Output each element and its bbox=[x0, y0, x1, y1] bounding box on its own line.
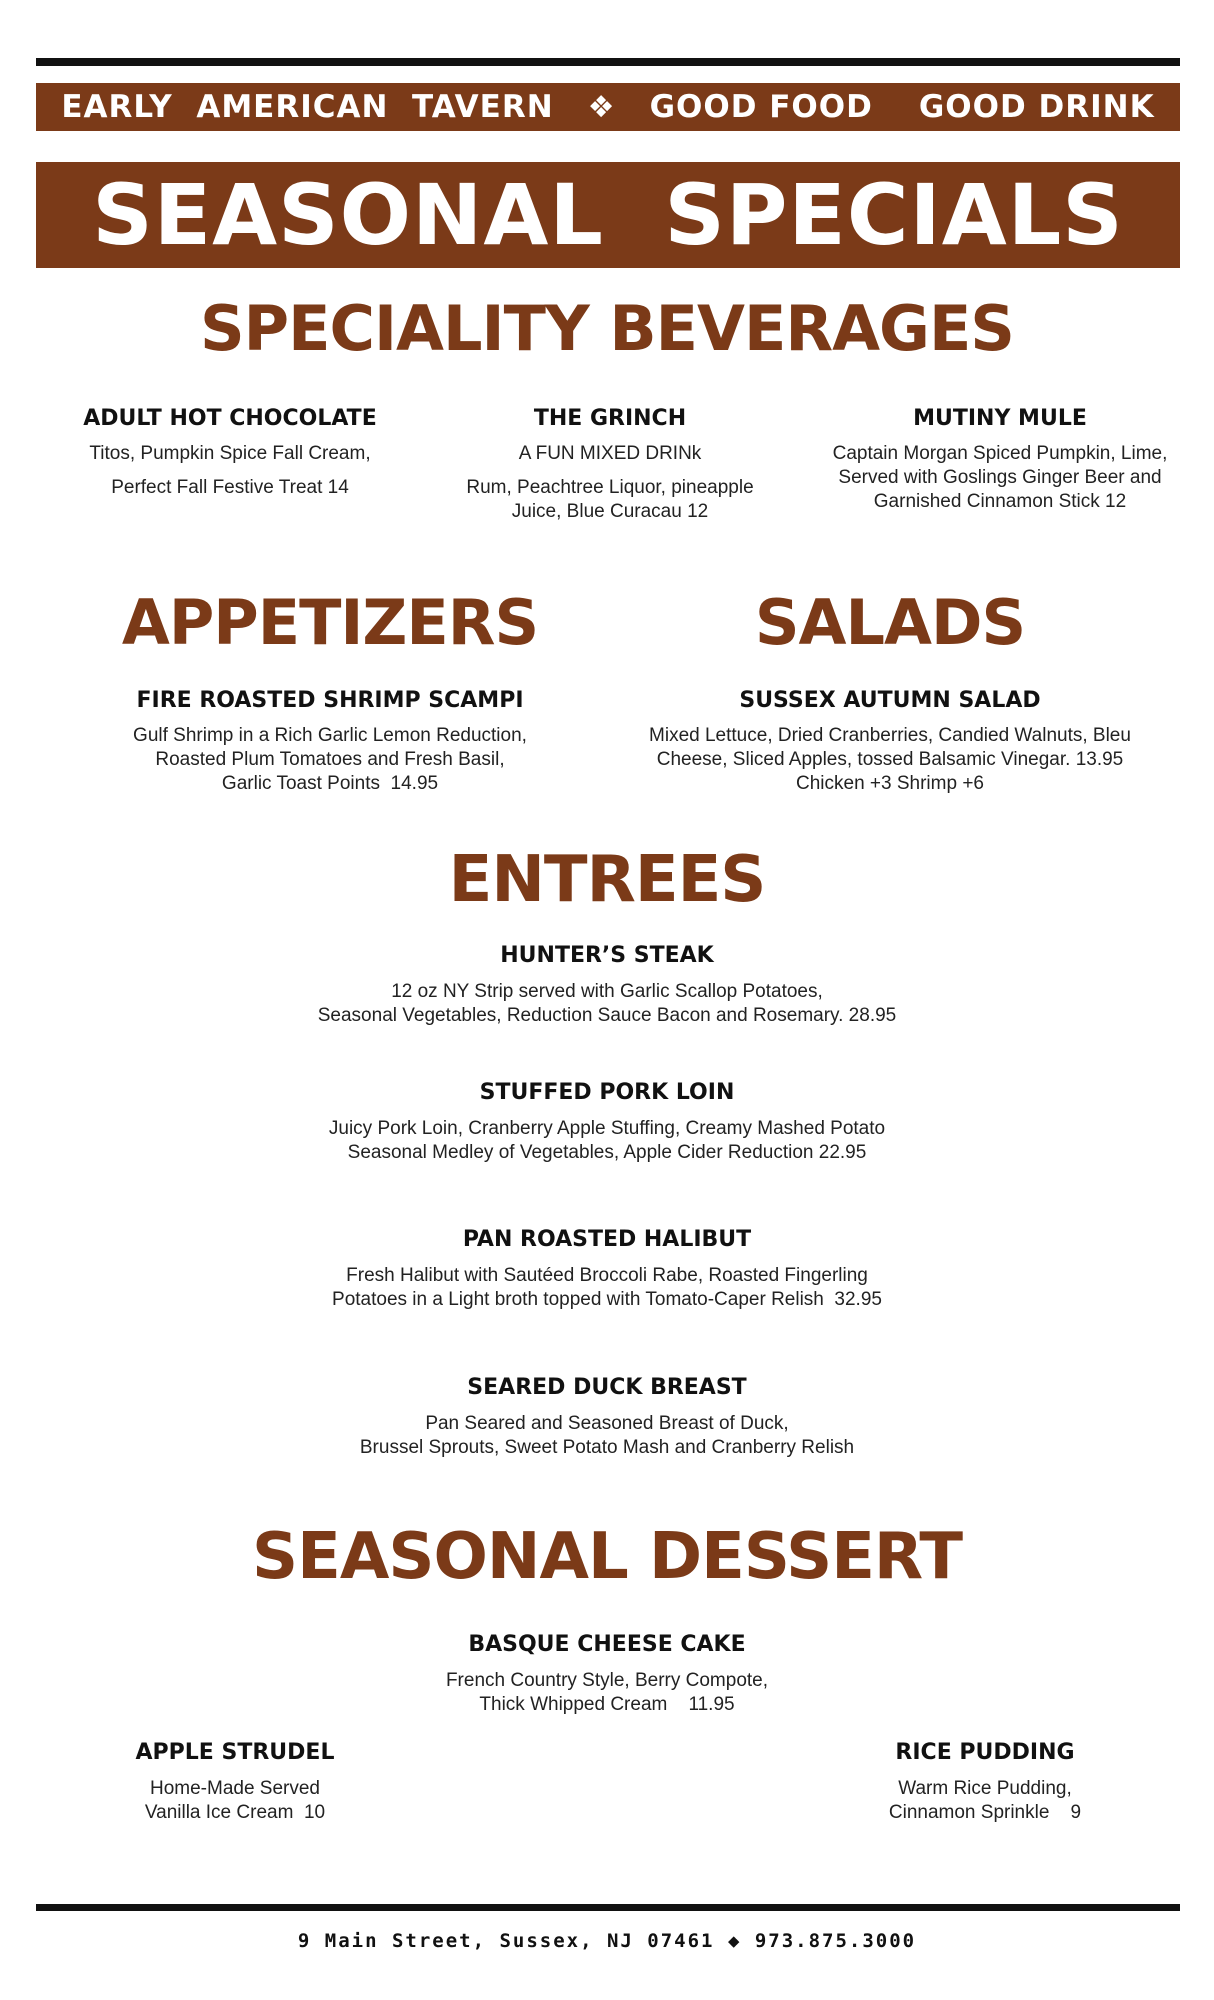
item-name: STUFFED PORK LOIN bbox=[479, 1080, 735, 1105]
item-name: APPLE STRUDEL bbox=[135, 1740, 335, 1765]
section-title-beverages: SPECIALITY BEVERAGES bbox=[200, 292, 1014, 365]
item-name: FIRE ROASTED SHRIMP SCAMPI bbox=[136, 688, 524, 713]
desc-line: 12 oz NY Strip served with Garlic Scallop Potatoes, bbox=[391, 981, 823, 1002]
menu-item-rice-pudding bbox=[840, 1738, 1130, 1825]
item-name: PAN ROASTED HALIBUT bbox=[462, 1227, 752, 1252]
item-name: BASQUE CHEESE CAKE bbox=[468, 1632, 746, 1657]
tagline-good-food: GOOD FOOD bbox=[649, 89, 873, 125]
menu-item-sussex-autumn-salad bbox=[600, 686, 1180, 796]
item-name: ADULT HOT CHOCOLATE bbox=[83, 406, 377, 431]
seasonal-specials-banner bbox=[36, 162, 1180, 268]
item-description bbox=[40, 442, 420, 500]
address-phone: 9 Main Street, Sussex, NJ 07461 ◆ 973.875.3000 bbox=[297, 1930, 917, 1952]
menu-item-basque-cheese-cake bbox=[0, 1630, 1214, 1717]
desc-line: French Country Style, Berry Compote, bbox=[445, 1670, 769, 1691]
item-name: HUNTER’S STEAK bbox=[500, 943, 714, 968]
desc-line: Vanilla Ice Cream 10 bbox=[144, 1802, 326, 1823]
menu-item-stuffed-pork-loin bbox=[0, 1078, 1214, 1165]
desc-line: Warm Rice Pudding, bbox=[898, 1778, 1072, 1799]
menu-item-fire-roasted-shrimp-scampi bbox=[40, 686, 620, 796]
desc-line: Juicy Pork Loin, Cranberry Apple Stuffing, Creamy Mashed Potato bbox=[328, 1118, 886, 1139]
desc-line: Gulf Shrimp in a Rich Garlic Lemon Reduction, bbox=[133, 725, 527, 746]
bottom-rule bbox=[36, 1904, 1180, 1911]
address-footer bbox=[0, 1930, 1214, 1952]
section-title-entrees: ENTREES bbox=[448, 843, 766, 917]
item-description bbox=[80, 1777, 390, 1825]
desc-line: Titos, Pumpkin Spice Fall Cream, bbox=[89, 443, 371, 464]
menu-item-seared-duck-breast bbox=[0, 1373, 1214, 1460]
desc-line: Seasonal Vegetables, Reduction Sauce Bacon and Rosemary. 28.95 bbox=[317, 1005, 897, 1026]
item-name: SUSSEX AUTUMN SALAD bbox=[739, 688, 1041, 713]
desc-line: Seasonal Medley of Vegetables, Apple Cider Reduction 22.95 bbox=[347, 1142, 867, 1163]
item-description bbox=[0, 980, 1214, 1028]
item-name: SEARED DUCK BREAST bbox=[467, 1375, 747, 1400]
desc-line: Chicken +3 Shrimp +6 bbox=[796, 773, 984, 794]
desc-line: Mixed Lettuce, Dried Cranberries, Candied Walnuts, Bleu bbox=[649, 725, 1131, 746]
section-title-appetizers: APPETIZERS bbox=[121, 586, 539, 659]
item-description bbox=[40, 724, 620, 796]
item-description bbox=[840, 1777, 1130, 1825]
desc-line: Cinnamon Sprinkle 9 bbox=[888, 1802, 1082, 1823]
desc-line: Garlic Toast Points 14.95 bbox=[221, 773, 439, 794]
menu-item-pan-roasted-halibut bbox=[0, 1225, 1214, 1312]
banner-title: SEASONAL SPECIALS bbox=[92, 166, 1124, 264]
desc-line: Roasted Plum Tomatoes and Fresh Basil, bbox=[155, 749, 505, 770]
desc-line: Garnished Cinnamon Stick 12 bbox=[873, 491, 1127, 512]
item-description bbox=[0, 1412, 1214, 1460]
item-name: RICE PUDDING bbox=[895, 1740, 1075, 1765]
menu-item-the-grinch bbox=[420, 404, 800, 524]
desc-line: Fresh Halibut with Sautéed Broccoli Rabe, Roasted Fingerling bbox=[346, 1265, 868, 1286]
desc-line: Thick Whipped Cream 11.95 bbox=[479, 1694, 735, 1715]
desc-line: Perfect Fall Festive Treat 14 bbox=[111, 477, 349, 498]
item-name: MUTINY MULE bbox=[913, 406, 1087, 431]
desc-line: A FUN MIXED DRINk bbox=[518, 443, 702, 464]
desc-line: Pan Seared and Seasoned Breast of Duck, bbox=[425, 1413, 789, 1434]
desc-line: Cheese, Sliced Apples, tossed Balsamic Vinegar. 13.95 bbox=[656, 749, 1124, 770]
item-description bbox=[420, 442, 800, 524]
item-description bbox=[0, 1669, 1214, 1717]
desc-line: Rum, Peachtree Liquor, pineapple bbox=[466, 477, 754, 498]
section-title-salads: SALADS bbox=[754, 586, 1026, 659]
desc-line: Potatoes in a Light broth topped with Tomato-Caper Relish 32.95 bbox=[332, 1289, 882, 1310]
diamond-icon: ❖ bbox=[587, 89, 616, 125]
top-rule bbox=[36, 58, 1180, 66]
tagline-band bbox=[36, 83, 1180, 131]
item-name: THE GRINCH bbox=[533, 406, 687, 431]
item-description bbox=[600, 724, 1180, 796]
desc-line: Served with Goslings Ginger Beer and bbox=[838, 467, 1162, 488]
desc-line: Brussel Sprouts, Sweet Potato Mash and Cranberry Relish bbox=[359, 1437, 855, 1458]
tagline-good-drink: GOOD DRINK bbox=[918, 89, 1155, 125]
item-description bbox=[800, 442, 1200, 514]
menu-item-apple-strudel bbox=[80, 1738, 390, 1825]
item-description bbox=[0, 1117, 1214, 1165]
desc-line: Home-Made Served bbox=[149, 1778, 321, 1799]
menu-item-hunters-steak bbox=[0, 941, 1214, 1028]
menu-item-adult-hot-chocolate bbox=[40, 404, 420, 500]
section-title-seasonal-dessert: SEASONAL DESSERT bbox=[252, 1520, 962, 1594]
desc-line: Juice, Blue Curacau 12 bbox=[511, 501, 709, 522]
tagline-left: EARLY AMERICAN TAVERN bbox=[61, 89, 554, 125]
desc-line: Captain Morgan Spiced Pumpkin, Lime, bbox=[832, 443, 1168, 464]
item-description bbox=[0, 1264, 1214, 1312]
menu-item-mutiny-mule bbox=[800, 404, 1200, 514]
